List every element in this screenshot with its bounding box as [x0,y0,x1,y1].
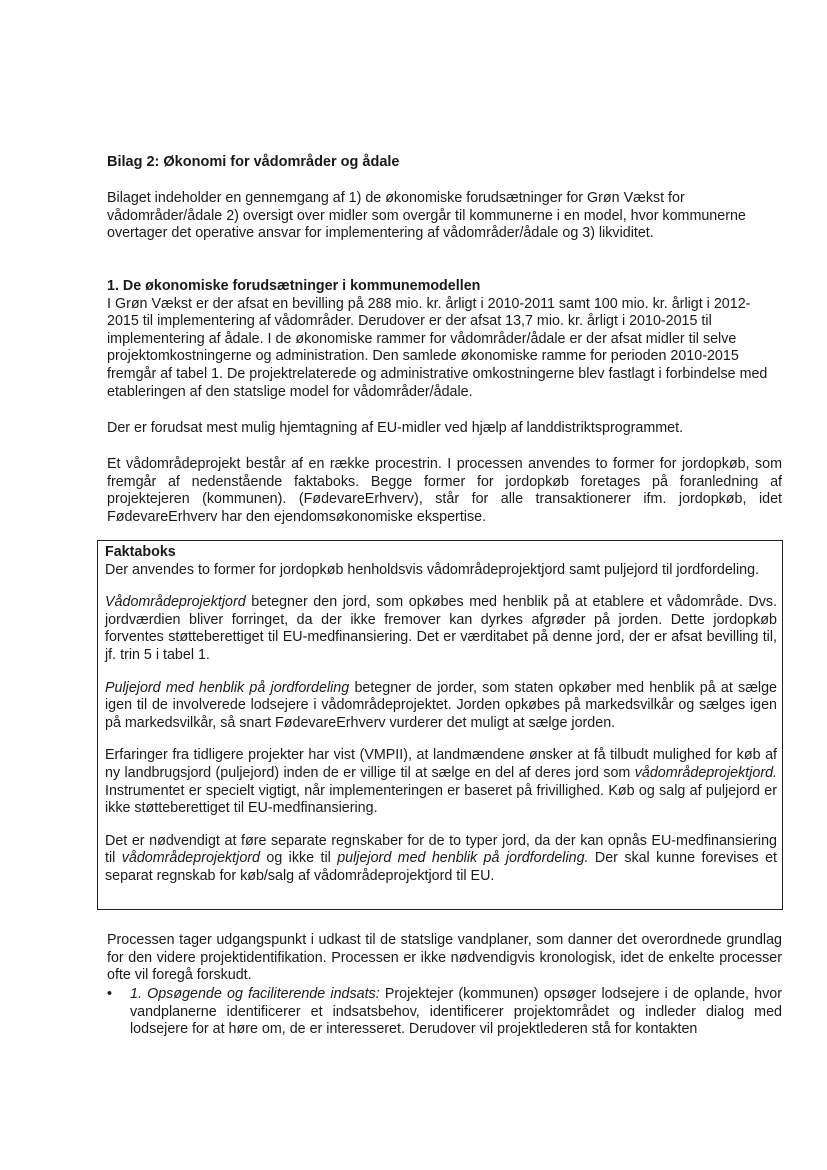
faktaboks-paragraph-1: Der anvendes to former for jordopkøb henholdsvis vådområdeprojektjord samt puljejord til jordfordeling. [105,561,760,578]
faktaboks [97,540,783,910]
faktaboks-paragraph-4-text-b: Instrumentet er specielt vigtigt, når implementeringen er baseret på frivillighed. Køb og salg af puljejord er ikke støtteberettiget til EU-medfinansiering. [105,782,777,817]
document-title: Bilag 2: Økonomi for vådområder og ådale [107,154,400,170]
faktaboks-paragraph-5 [105,833,777,886]
faktaboks-paragraph-5-em-1: vådområdeprojektjord [121,850,260,867]
term-vaadomraadeprojektjord: Vådområdeprojektjord [105,594,246,611]
section-1-body: I Grøn Vækst er der afsat en bevilling på 288 mio. kr. årligt i 2010-2011 samt 100 mio. kr. årligt i 2012-2015 til implementering af vådområder. Derudover er der afsat 13,7 mio. kr. årligt i 2010-2015 til implementering af ådale. I de økonomiske rammer for vådområder/ådale er der afsat midler til selve projektomkostningerne og administration. Den samlede økonomiske ramme for perioden 2010-2015 fremgår af tabel 1. De projektrelaterede og administrative omkostningerne blev fastlagt i forbindelse med etableringen af den statslige model for vådområder/ådale. [107,295,768,400]
section-1 [107,278,782,401]
faktaboks-paragraph-3-text: betegner de jorder, som staten opkøber med henblik på at sælge igen til de involverede lodsejere i vådområdeprojektet. Jorden opkøbes på markedsvilkår og sælges igen på markedsvilkår, så snart FødevareErhverv vurderer det muligt at sælge jorden. [105,679,777,731]
faktaboks-paragraph-5-text-b: og ikke til [260,850,338,867]
process-paragraph: Et vådområdeprojekt består af en række procestrin. I processen anvendes to former for jordopkøb, som fremgår af nedenstående faktaboks. Begge former for jordopkøb foretages på foranledning af projektejeren (kommunen). (FødevareErhverv), står for alle transaktionerer ifm. jordopkøb, idet FødevareErhverv har den ejendomsøkonomiske ekspertise. [107,456,782,525]
term-puljejord: Puljejord med henblik på jordfordeling [105,679,350,696]
faktaboks-paragraph-2 [105,594,777,664]
list-item [107,986,782,1039]
intro-paragraph: Bilaget indeholder en gennemgang af 1) de økonomiske forudsætninger for Grøn Vækst for vådområder/ådale 2) oversigt over midler som overgår til kommunerne i en model, hvor kommunerne overtager det operative ansvar for implementering af vådområder/ådale og 3) likviditet. [107,190,746,242]
faktaboks-paragraph-4-text-a: Erfaringer fra tidligere projekter har vist (VMPII), at landmændene ønsker at få tilbudt mulighed for køb af ny landbrugsjord (puljejord) inden de er villige til at sælge en del af deres jord som [105,747,777,781]
faktaboks-paragraph-5-text-a: Det er nødvendigt at føre separate regnskaber for de to typer jord, da der kan opnås EU-medfinansiering til [105,832,777,867]
faktaboks-paragraph-5-text-c: Der skal kunne forevises et separat regnskab for køb/salg af vådområdeprojektjord til EU. [105,850,777,884]
list-item-text: Projektejer (kommunen) opsøger lodsejere i de oplande, hvor vandplanerne identificerer et indsatsbehov, identificerer projektområdet og indleder dialog med lodsejere for at høre om, de er interesseret. Derudover vil projektlederen stå for kontakten [130,986,782,1038]
list-item-heading: 1. Opsøgende og faciliterende indsats: [130,986,380,1002]
faktaboks-paragraph-3 [105,680,777,733]
faktaboks-paragraph-2-text: betegner den jord, som opkøbes med henblik på at etablere et vådområde. Dvs. jordværdien bliver forringet, da der ikke fremover kan dyrkes afgrøder på jorden. Dette jordopkøb forventes støtteberettiget til EU-medfinansiering. Det er værditabet på denne jord, der er afsat bevilling til, jf. trin 5 i tabel 1. [105,594,777,663]
faktaboks-title: Faktaboks [105,544,176,560]
faktaboks-paragraph-5-em-2: puljejord med henblik på jordfordeling. [337,850,589,867]
faktaboks-paragraph-4-em: vådområdeprojektjord. [634,764,777,781]
section-1-heading: 1. De økonomiske forudsætninger i kommunemodellen [107,278,481,294]
faktaboks-paragraph-4 [105,747,777,817]
eu-paragraph: Der er forudsat mest mulig hjemtagning af EU-midler ved hjælp af landdistriktsprogrammet. [107,420,684,436]
process-list [107,986,782,1039]
after-box-paragraph: Processen tager udgangspunkt i udkast til de statslige vandplaner, som danner det overordnede grundlag for den videre projektidentifikation. Processen er ikke nødvendigvis kronologisk, idet de enkelte processer ofte vil foregå forskudt. [107,932,782,984]
